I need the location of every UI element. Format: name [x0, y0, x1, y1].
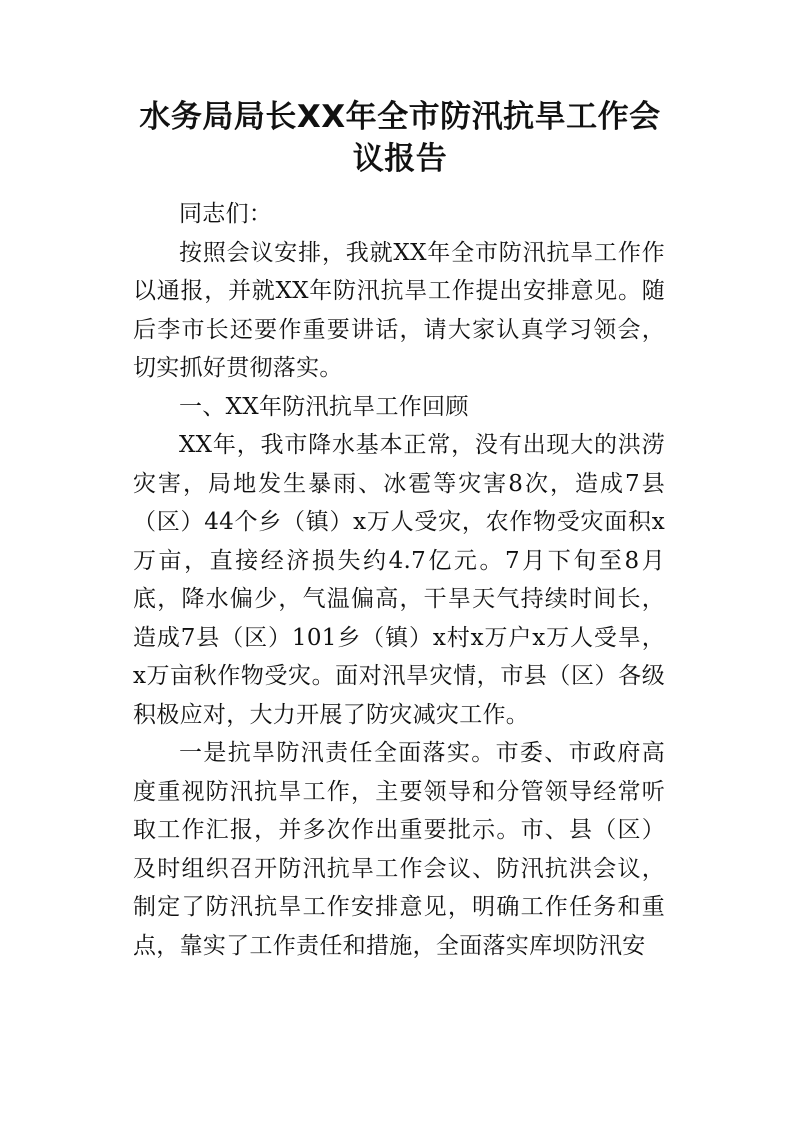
document-title: [120, 96, 680, 180]
section-heading: 一、XX年防汛抗旱工作回顾: [179, 393, 469, 420]
salutation-paragraph: 同志们：: [179, 201, 273, 227]
responsibility-paragraph: 一是抗旱防汛责任全面落实。市委、市政府高度重视防汛抗旱工作，主要领导和分管领导经常听取工作汇报，并多次作出重要批示。市、县（区）及时组织召开防汛抗旱工作会议、防汛抗洪会议，制定了防汛抗旱工作安排意见，明确工作任务和重点，靠实了工作责任和措施，全面落实库坝防汛安: [133, 740, 665, 959]
intro-paragraph: 按照会议安排，我就XX年全市防汛抗旱工作作以通报，并就XX年防汛抗旱工作提出安排意见。随后李市长还要作重要讲话，请大家认真学习领会，切实抓好贯彻落实。: [133, 239, 665, 381]
title-line-1: 水务局局长XX年全市防汛抗旱工作会: [139, 99, 661, 135]
document-body: [133, 195, 665, 965]
title-line-2: 议报告: [352, 141, 448, 177]
review-paragraph: XX年，我市降水基本正常，没有出现大的洪涝灾害，局地发生暴雨、冰雹等灾害8次，造成7县（区）44个乡（镇）x万人受灾，农作物受灾面积x万亩，直接经济损失约4.7亿元。7月下旬至8月底，降水偏少，气温偏高，干旱天气持续时间长，造成7县（区）101乡（镇）x村x万户x万人受旱，x万亩秋作物受灾。面对汛旱灾情，市县（区）各级积极应对，大力开展了防灾减灾工作。: [133, 432, 665, 728]
